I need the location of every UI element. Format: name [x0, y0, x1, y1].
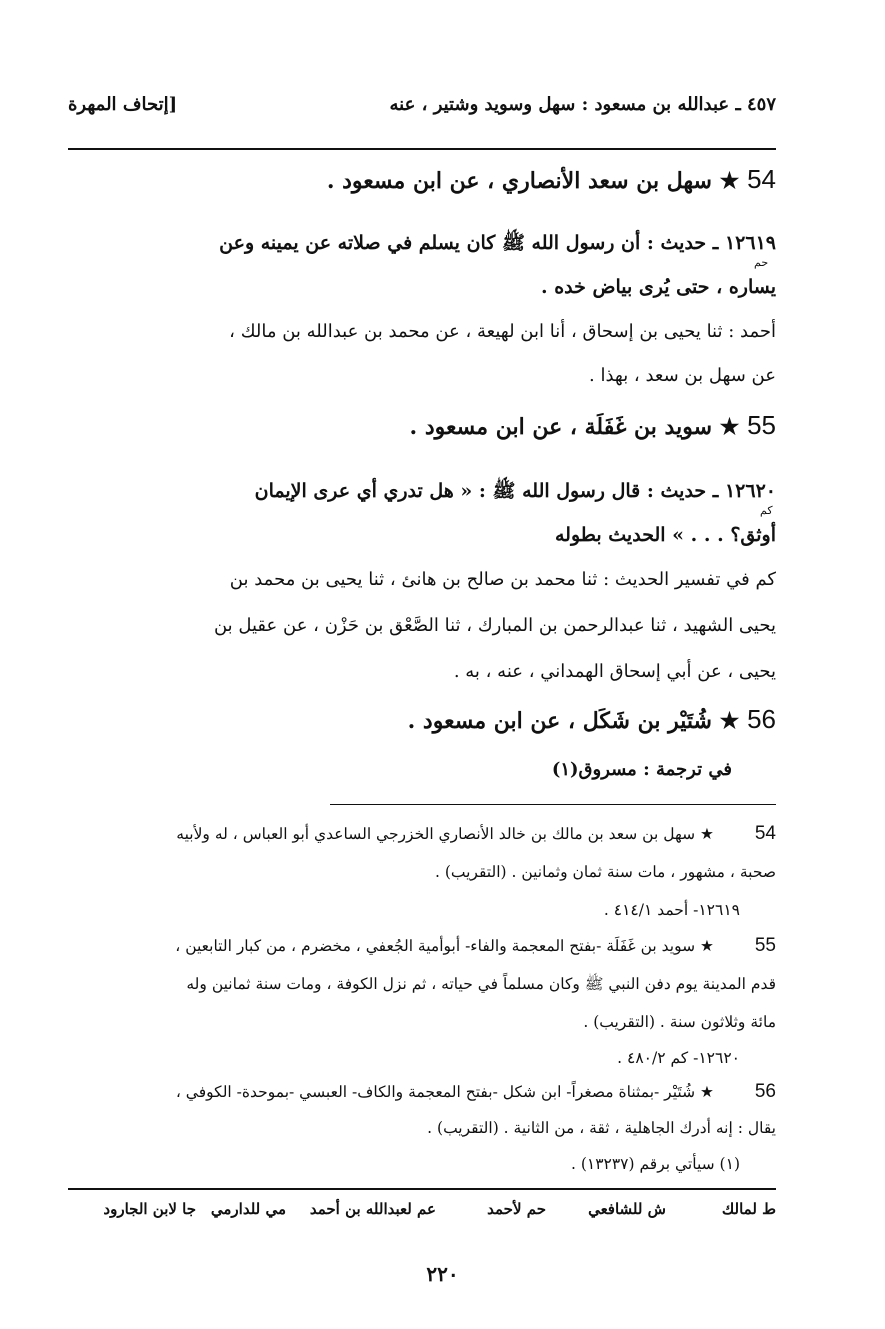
footnote-55-line3: مائة وثلاثون سنة . (التقريب) .: [583, 1013, 776, 1031]
hadith-12619-line1: ١٢٦١٩ ـ حديث : أن رسول الله ﷺ كان يسلم في صلاته عن يمينه وعن: [219, 232, 776, 254]
hadith-12619-isnad-line1: أحمد : ثنا يحيى بن إسحاق ، أنا ابن لهيعة ، عن محمد بن عبدالله بن مالك ،: [229, 321, 776, 342]
hadith-12620-isnad-line1: كم في تفسير الحديث : ثنا محمد بن صالح بن هانئ ، ثنا يحيى بن محمد بن: [229, 569, 776, 590]
page-number: ٢٢٠: [426, 1262, 459, 1286]
section-title: شُتَيْر بن شَكَل ، عن ابن مسعود .: [407, 708, 712, 734]
section-heading-56: 56 ★ شُتَيْر بن شَكَل ، عن ابن مسعود .: [407, 704, 776, 734]
section-title: سهل بن سعد الأنصاري ، عن ابن مسعود .: [326, 168, 712, 194]
footnote-55-line2: قدم المدينة يوم دفن النبي ﷺ وكان مسلماً في حياته ، ثم نزل الكوفة ، ومات سنة ثمانين وله: [186, 975, 776, 993]
legend-darimi: مي للدارمي: [210, 1200, 286, 1218]
legend-jarud: جا لابن الجارود: [103, 1200, 196, 1218]
header-rule: [68, 148, 776, 150]
section-heading-54: 54 ★ سهل بن سعد الأنصاري ، عن ابن مسعود .: [326, 164, 776, 194]
footnote-56-line1: 56 ★ شُتَيْر -بمثناة مصغراً- ابن شكل -بفتح المعجمة والكاف- العبسي -بموحدة- الكوفي ،: [175, 1081, 776, 1102]
hadith-12620-sigla: كم: [760, 504, 773, 517]
running-header: [68, 94, 776, 124]
star-icon: ★: [700, 1083, 714, 1101]
hadith-12620-isnad-line2: يحيى الشهيد ، ثنا عبدالرحمن بن المبارك ، ثنا الصَّعْق بن حَزْن ، عن عقيل بن: [213, 615, 776, 636]
sigla-legend: [68, 1200, 776, 1230]
hadith-12620-isnad-line3: يحيى ، عن أبي إسحاق الهمداني ، عنه ، به .: [453, 661, 776, 682]
hadith-12619-line2: يساره ، حتى يُرى بياض خده .: [540, 276, 776, 298]
footnote-55-ref: ١٢٦٢٠- كم ٤٨٠/٢ .: [617, 1049, 740, 1067]
section-heading-55: 55 ★ سويد بن غَفَلَة ، عن ابن مسعود .: [409, 410, 776, 440]
legend-rule: [68, 1188, 776, 1190]
footnote-rule: [330, 804, 776, 805]
star-icon: ★: [719, 708, 740, 734]
running-header-title: ٤٥٧ ـ عبدالله بن مسعود : سهل وسويد وشتير ، عنه: [389, 94, 776, 115]
section-56-note: في ترجمة : مسروق(١): [551, 759, 732, 780]
legend-malik: ط لمالك: [721, 1200, 776, 1218]
running-header-book: [إتحاف المهرة: [68, 94, 178, 115]
footnote-54-ref: ١٢٦١٩- أحمد ٤١٤/١ .: [603, 901, 740, 919]
hadith-12620-line1: ١٢٦٢٠ ـ حديث : قال رسول الله ﷺ : « هل تدري أي عرى الإيمان: [254, 480, 776, 502]
hadith-12619-sigla: حم: [754, 256, 769, 269]
section-title: سويد بن غَفَلَة ، عن ابن مسعود .: [409, 414, 712, 440]
star-icon: ★: [700, 937, 714, 955]
hadith-12619-isnad-line2: عن سهل بن سعد ، بهذا .: [589, 365, 776, 386]
footnote-56-line2: يقال : إنه أدرك الجاهلية ، ثقة ، من الثانية . (التقريب) .: [427, 1119, 776, 1137]
legend-shafii: ش للشافعي: [588, 1200, 666, 1218]
hadith-12620-line2: أوثق؟ . . . » الحديث بطوله: [555, 524, 776, 546]
star-icon: ★: [719, 168, 740, 194]
footnote-1: (١) سيأتي برقم (١٣٢٣٧) .: [570, 1155, 740, 1173]
legend-ahmad: حم لأحمد: [487, 1200, 546, 1218]
legend-abdullah: عم لعبدالله بن أحمد: [309, 1200, 436, 1218]
star-icon: ★: [700, 825, 714, 843]
star-icon: ★: [719, 414, 740, 440]
footnote-54-line1: 54 ★ سهل بن سعد بن مالك بن خالد الأنصاري الخزرجي الساعدي أبو العباس ، له ولأبيه: [176, 823, 776, 844]
footnote-54-line2: صحبة ، مشهور ، مات سنة ثمان وثمانين . (التقريب) .: [434, 863, 776, 881]
footnote-55-line1: 55 ★ سويد بن غَفَلَة -بفتح المعجمة والفاء- أبوأمية الجُعفي ، مخضرم ، من كبار التابعين ،: [175, 935, 776, 956]
